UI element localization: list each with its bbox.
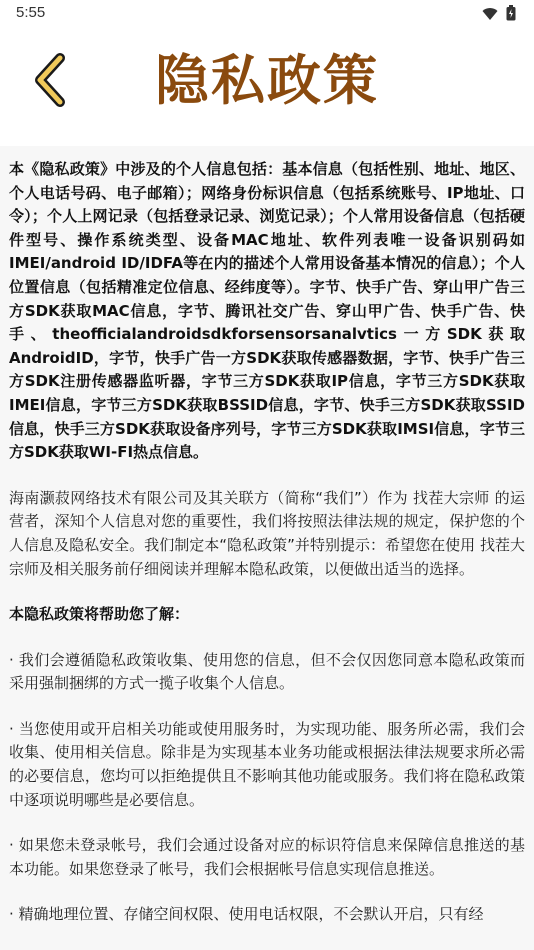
page-header (0, 28, 534, 146)
help-heading: 本隐私政策将帮助您了解： (9, 605, 190, 624)
page-title: 隐私政策 (155, 49, 379, 112)
intro-paragraph: 本《隐私政策》中涉及的个人信息包括：基本信息（包括性别、地址、地区、个人电话号码、电子邮箱）；网络身份标识信息（包括系统账号、IP地址、口令）；个人上网记录（包括登录记录、浏览记录）；个人常用设备信息（包括硬件型号、操作系统类型、设备MAC地址、软件列表唯一设备识别码如IMEI/android ID/IDFA等在内的描述个人常用设备基本情况的信息）；个人位置信息（包括精准定位信息、经纬度等）。字节、快手广告、穿山甲广告三方SDK获取MAC信息，字节、腾讯社交广告、穿山甲广告、快手广告、快手、theofficialandroidsdkforsensorsanalvtics一方SDK获取AndroidID，字节，快手广告一方SDK获取传感器数据，字节、快手广告三方SDK注册传感器监听器，字节三方SDK获取IP信息，字节三方SDK获取IMEI信息，字节三方SDK获取BSSID信息，字节、快手三方SDK获取SSID信息，快手三方SDK获取设备序列号，字节三方SDK获取IMSI信息，字节三方SDK获取WI-FI热点信息。 (9, 160, 525, 462)
list-item: · 如果您未登录帐号，我们会通过设备对应的标识符信息来保障信息推送的基本功能。如果您登录了帐号，我们会根据帐号信息实现信息推送。 (9, 836, 525, 878)
status-time: 5:55 (16, 4, 46, 21)
policy-content[interactable] (0, 146, 534, 950)
status-icons (482, 5, 516, 25)
status-bar (0, 0, 534, 28)
company-paragraph: 海南灏菽网络技术有限公司及其关联方（简称“我们”）作为 找茬大宗师 的运营者，深知个人信息对您的重要性，我们将按照法律法规的规定，保护您的个人信息及隐私安全。我们制定本“隐私政策”并特别提示：希望您在使用 找茬大宗师及相关服务前仔细阅读并理解本隐私政策，以便做出适当的选择。 (9, 488, 525, 578)
list-item: · 当您使用或开启相关功能或使用服务时，为实现功能、服务所必需，我们会收集、使用相关信息。除非是为实现基本业务功能或根据法律法规要求所必需的必要信息，您均可以拒绝提供且不影响其他功能或服务。我们将在隐私政策中逐项说明哪些是必要信息。 (9, 719, 525, 809)
battery-icon (506, 5, 516, 25)
list-item: · 精确地理位置、存储空间权限、使用电话权限，不会默认开启，只有经 (9, 905, 484, 924)
list-item: · 我们会遵循隐私政策收集、使用您的信息，但不会仅因您同意本隐私政策而采用强制捆绑的方式一揽子收集个人信息。 (9, 650, 525, 693)
wifi-icon (482, 6, 498, 25)
